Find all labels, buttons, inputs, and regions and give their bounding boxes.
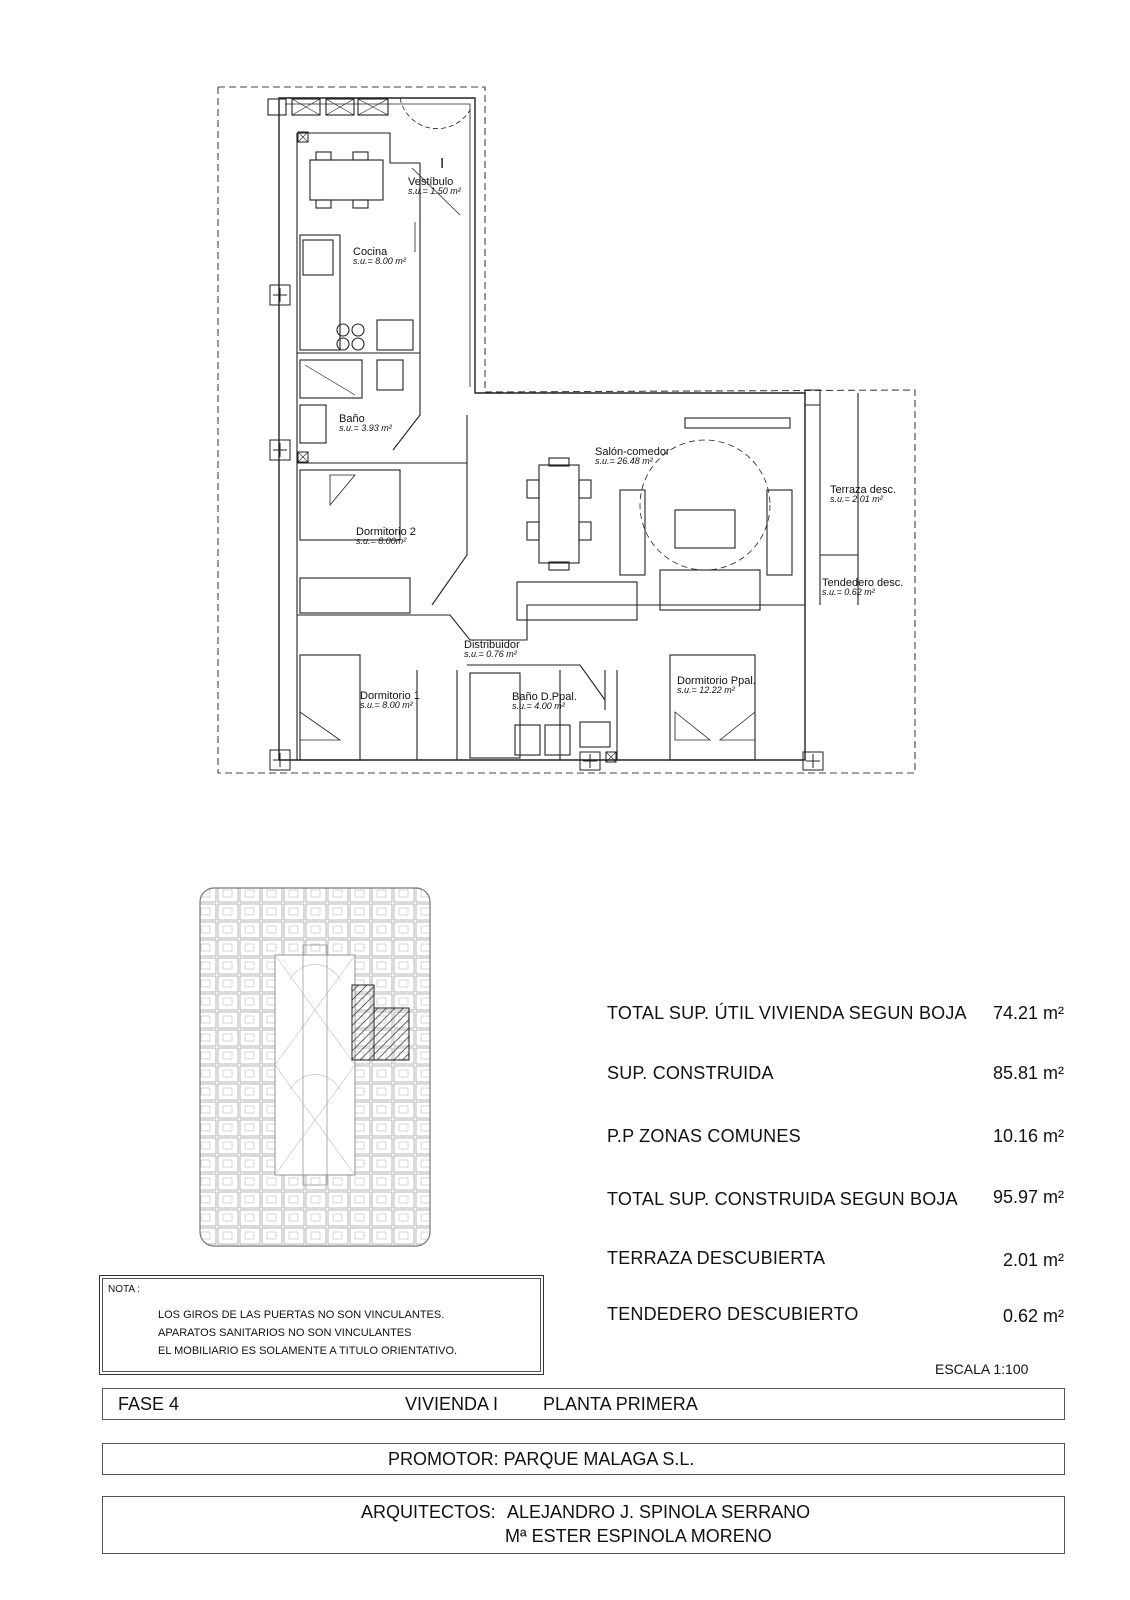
unit-mark: I (440, 155, 445, 172)
room-name-bano-ppal: Baño D.Ppal. (512, 691, 577, 703)
note-title: NOTA : (108, 1284, 141, 1295)
room-name-bano: Baño (339, 413, 365, 425)
room-area-tendedero: s.u.= 0.62 m² (822, 587, 875, 597)
room-area-bano: s.u.= 3.93 m² (339, 423, 392, 433)
room-name-dormitorio-1: Dormitorio 1 (360, 690, 420, 702)
surface-label: SUP. CONSTRUIDA (607, 1063, 774, 1083)
note-line: EL MOBILIARIO ES SOLAMENTE A TITULO ORIENTATIVO. (158, 1345, 458, 1357)
surface-value: 85.81 m² (992, 1063, 1064, 1083)
surface-label: TOTAL SUP. ÚTIL VIVIENDA SEGUN BOJA (607, 1003, 967, 1023)
room-name-vestibulo: Vestíbulo (408, 176, 454, 188)
surface-label: TERRAZA DESCUBIERTA (607, 1248, 826, 1268)
note-line: LOS GIROS DE LAS PUERTAS NO SON VINCULANTES. (158, 1309, 445, 1321)
title-band-architects (102, 1496, 1065, 1554)
room-area-terraza: s.u.= 2.01 m² (830, 494, 883, 504)
architect-name: ALEJANDRO J. SPINOLA SERRANO (507, 1502, 811, 1522)
room-area-dormitorio-ppal: s.u.= 12.22 m² (677, 685, 735, 695)
promoter-label: PROMOTOR: PARQUE MALAGA S.L. (388, 1449, 695, 1469)
room-area-bano-ppal: s.u.= 4.00 m² (512, 701, 565, 711)
key-plan (195, 885, 435, 1255)
title-band-promoter (102, 1443, 1065, 1475)
room-area-dormitorio-2: s.u.= 8.00m² (356, 536, 407, 546)
title-band-phase (102, 1388, 1065, 1420)
room-area-salon: s.u.= 26.48 m² (595, 456, 653, 466)
room-area-distribuidor: s.u.= 0.76 m² (464, 649, 517, 659)
note-line: APARATOS SANITARIOS NO SON VINCULANTES (158, 1327, 412, 1339)
room-name-distribuidor: Distribuidor (464, 639, 520, 651)
room-name-cocina: Cocina (353, 246, 388, 258)
room-area-cocina: s.u.= 8.00 m² (353, 256, 406, 266)
room-name-tendedero: Tendedero desc. (822, 577, 904, 589)
architects-label: ARQUITECTOS: (361, 1502, 496, 1522)
architect-name: Mª ESTER ESPINOLA MORENO (505, 1526, 772, 1546)
phase-label: FASE 4 (118, 1394, 180, 1414)
surface-label: P.P ZONAS COMUNES (607, 1126, 801, 1146)
unit-highlight (352, 985, 374, 1060)
room-area-dormitorio-1: s.u.= 8.00 m² (360, 700, 413, 710)
surface-value: 95.97 m² (992, 1187, 1064, 1207)
note-box (99, 1275, 544, 1375)
dwelling-label: VIVIENDA I (405, 1394, 499, 1414)
surface-value: 10.16 m² (992, 1126, 1064, 1146)
surface-value: 0.62 m² (1002, 1306, 1064, 1326)
plot-boundary (218, 87, 915, 773)
room-name-dormitorio-ppal: Dormitorio Ppal. (677, 675, 756, 687)
surface-value: 74.21 m² (992, 1003, 1064, 1023)
floor-label: PLANTA PRIMERA (543, 1394, 698, 1414)
scale-label: ESCALA 1:100 (935, 1361, 1029, 1377)
surface-label: TOTAL SUP. CONSTRUIDA SEGUN BOJA (607, 1189, 958, 1209)
room-area-vestibulo: s.u.= 1.50 m² (408, 186, 461, 196)
room-name-salon: Salón-comedor (595, 446, 670, 458)
surface-value: 2.01 m² (1002, 1250, 1064, 1270)
room-name-terraza: Terraza desc. (830, 484, 897, 496)
room-name-dormitorio-2: Dormitorio 2 (356, 526, 416, 538)
surface-label: TENDEDERO DESCUBIERTO (607, 1304, 859, 1324)
